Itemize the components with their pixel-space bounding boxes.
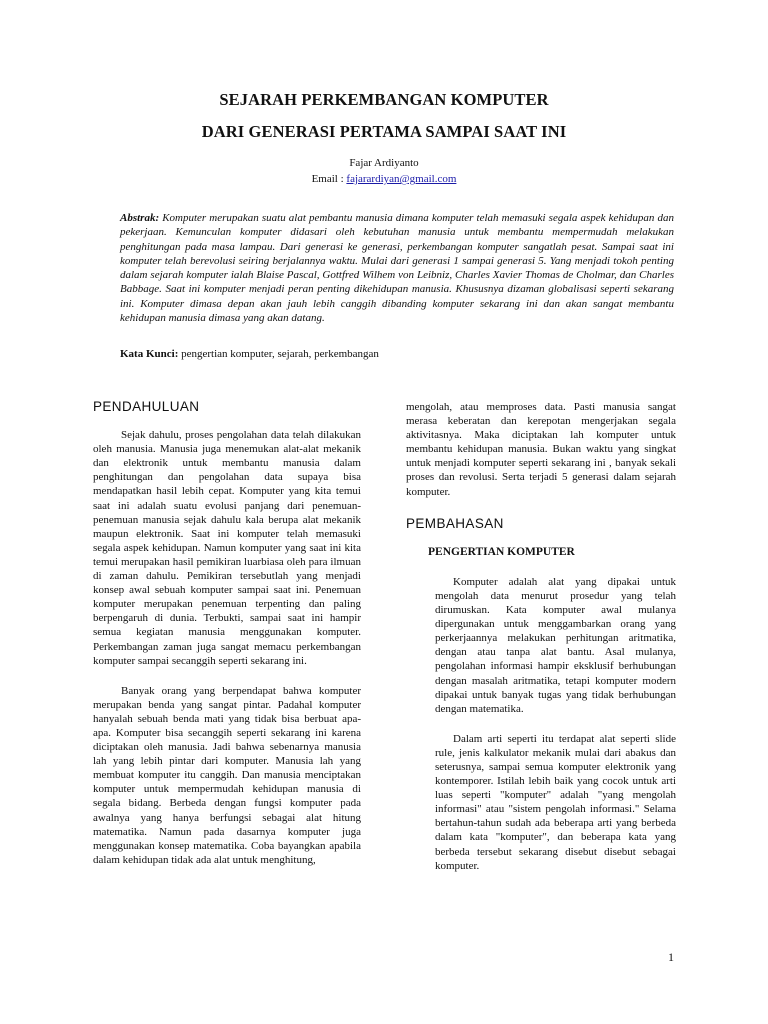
discussion-paragraph-1: Komputer adalah alat yang dipakai untuk mengolah data menurut prosedur yang telah dirumuskan. Kata komputer awal mulanya dipergunakan untuk menggambarkan orang yang perkerjaannya melakukan perhitungan aritmatika, dengan atau tanpa alat bantu. Asal mulanya, pengolahan informasi hampir eksklusif berhubungan dengan masalah aritmatika, tetapi komputer modern dipakai untuk banyak tugas yang tidak berhubungan dengan matematika.: [435, 575, 676, 715]
section-heading-pendahuluan: PENDAHULUAN: [93, 399, 200, 414]
keywords-block: [120, 348, 674, 360]
page-number: 1: [668, 950, 674, 964]
right-column: [406, 400, 676, 889]
intro-paragraph-2-continued: mengolah, atau memproses data. Pasti manusia sangat merasa keberatan dan kerepotan mengerjakan segala aktivitasnya. Maka diciptakan lah komputer untuk membantu kehidupan manusia. Bukan waktu yang singkat untuk menjadi komputer seperti sekarang ini , banyak sekali proses dan revolusi. Serta terjadi 5 generasi dalam sejarah komputer.: [406, 401, 676, 498]
abstract-text: Komputer merupakan suatu alat pembantu manusia dimana komputer telah memasuki segala aspek kehidupan dan pekerjaan. Kemunculan komputer didasari oleh kebutuhan manusia untuk membantu mempermudah melakukan penghitungan pada masa lampau. Dari generasi ke generasi, perkembangan komputer sangatlah pesat. Sampai saat ini komputer telah berevolusi seiring berjalannya waktu. Mulai dari generasi 1 sampai generasi 5. Yang menjadi tokoh penting dalam sejarah komputer ialah Blaise Pascal, Gottfred Wilhem von Leibniz, Charles Xavier Thomas de Cholmar, dan Charles Babbage. Saat ini komputer menjadi peran penting dikehidupan manusia. Khususnya dizaman globalisasi seperti sekarang ini. Komputer dimasa depan akan jauh lebih canggih dibanding komputer sekarang ini dan akan sangat membantu kehidupan manusia dimasa yang akan datang.: [120, 212, 674, 325]
section-heading-pembahasan: PEMBAHASAN: [406, 515, 504, 531]
author-name: Fajar Ardiyanto: [349, 157, 419, 169]
subsection-body: [406, 575, 676, 873]
abstract-label: Abstrak:: [120, 212, 160, 224]
intro-paragraph-2: Banyak orang yang berpendapat bahwa komputer merupakan benda yang sangat pintar. Padahal komputer hanyalah sebuah benda mati yang tidak bisa berbuat apa-apa. Komputer bisa secanggih seperti sekarang ini karena diciptakan oleh manusia. Jadi bahwa sebenarnya manusia lah yang lebih pintar dari komputer. Manusia lah yang membuat komputer itu canggih. Dan manusia menciptakan komputer untuk mempermudah kehidupan manusia di segala bidang. Berbeda dengan fungsi komputer pada awalnya yang hanya berfungsi sebagai alat hitung matematika. Namun pada dasarnya komputer juga menggunakan konsep matematika. Coba bayangkan apabila dalam kehidupan tidak ada alat untuk menghitung,: [93, 684, 361, 866]
keywords-text: pengertian komputer, sejarah, perkembangan: [178, 348, 379, 360]
keywords-label: Kata Kunci:: [120, 348, 179, 360]
left-column: [93, 400, 361, 883]
discussion-paragraph-2: Dalam arti seperti itu terdapat alat seperti slide rule, jenis kalkulator mekanik mulai dari abakus dan seterusnya, sampai semua komputer elektronik yang kontemporer. Istilah lebih baik yang cocok untuk arti luas seperti "komputer" adalah "yang mengolah informasi" atau "sistem pengolah informasi." Selama bertahun-tahun sudah ada beberapa arti yang berbeda dalam kata "komputer", dan beberapa kata yang berbeda tersebut sekarang disebut disebut sebagai komputer.: [435, 732, 676, 872]
paper-title-line-2: DARI GENERASI PERTAMA SAMPAI SAAT INI: [201, 122, 567, 141]
email-label: Email :: [311, 173, 347, 185]
paper-title-line-1: SEJARAH PERKEMBANGAN KOMPUTER: [219, 90, 549, 109]
intro-paragraph-1: Sejak dahulu, proses pengolahan data telah dilakukan oleh manusia. Manusia juga menemukan alat-alat mekanik dan elektronik untuk membantu manusia dalam penghitungan dan pengolahan data supaya bisa mendapatkan hasil lebih cepat. Komputer yang kita temui saat ini adalah suatu evolusi panjang dari penemuan-penemuan manusia sejak dahulu kala berupa alat mekanik maupun elektronik. Saat ini komputer telah memasuki segala aspek kehidupan. Namun komputer yang saat ini kita temui merupakan hasil pemikiran luarbiasa oleh para ilmuan di zaman dahulu. Pemikiran tersebutlah yang menjadi konsep awal sebuah komputer sampai saat ini. Penemuan komputer merupakan penemuan terpenting dan paling berpengaruh di dunia. Terbukti, sampai saat ini hampir semua kegiatan manusia menggunakan komputer. Perkembangan zaman juga sangat memacu perkembangan komputer sampai secanggih seperti sekarang ini.: [93, 429, 361, 667]
email-link[interactable]: fajarardiyan@gmail.com: [346, 173, 457, 185]
author-email-line: [0, 173, 768, 185]
subsection-heading-pengertian-komputer: PENGERTIAN KOMPUTER: [428, 545, 575, 558]
abstract-block: [120, 211, 674, 325]
